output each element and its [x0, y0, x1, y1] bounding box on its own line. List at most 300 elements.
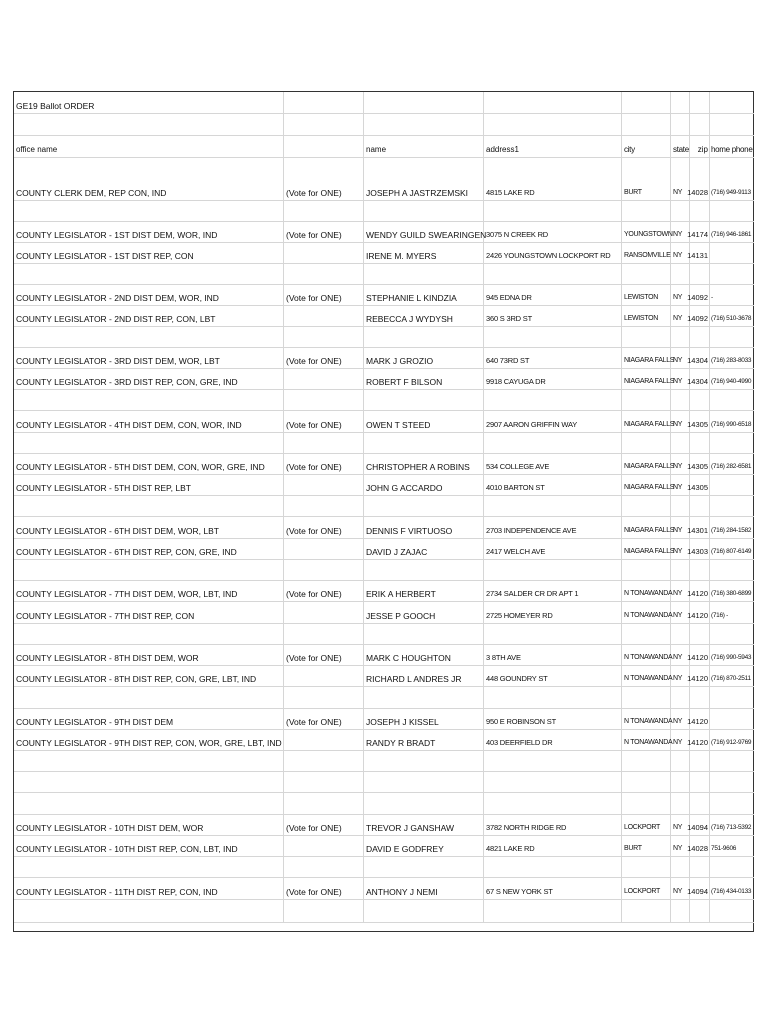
- home-phone-cell: (716) -: [710, 602, 754, 624]
- zip-cell: 14092: [690, 306, 710, 327]
- city-cell: LEWISTON: [622, 306, 671, 327]
- empty-cell: [690, 201, 710, 222]
- vote-instruction-cell: (Vote for ONE): [284, 285, 364, 306]
- candidate-name-cell: ANTHONY J NEMI: [364, 878, 484, 900]
- empty-cell: [364, 92, 484, 114]
- zip-cell: 14120: [690, 666, 710, 687]
- home-phone-cell: 751-9606: [710, 836, 754, 857]
- empty-cell: [364, 772, 484, 793]
- zip-cell: 14120: [690, 645, 710, 666]
- office-name-cell: COUNTY LEGISLATOR - 6TH DIST REP, CON, GRE, IND: [14, 539, 284, 560]
- home-phone-cell: -: [710, 285, 754, 306]
- empty-cell: [690, 92, 710, 114]
- empty-cell: [710, 793, 754, 815]
- empty-cell: [284, 857, 364, 878]
- empty-cell: [284, 264, 364, 285]
- empty-cell: [364, 390, 484, 411]
- empty-cell: [671, 687, 690, 709]
- empty-cell: [622, 772, 671, 793]
- zip-cell: 14120: [690, 581, 710, 602]
- city-cell: NIAGARA FALLS: [622, 369, 671, 390]
- city-cell: YOUNGSTOWN: [622, 222, 671, 243]
- state-cell: NY: [671, 815, 690, 836]
- empty-cell: [710, 92, 754, 114]
- candidate-name-cell: WENDY GUILD SWEARINGEN: [364, 222, 484, 243]
- state-cell: NY: [671, 878, 690, 900]
- empty-cell: [484, 687, 622, 709]
- empty-cell: [284, 243, 364, 264]
- empty-cell: [284, 602, 364, 624]
- state-cell: NY: [671, 369, 690, 390]
- zip-cell: 14092: [690, 285, 710, 306]
- city-cell: LOCKPORT: [622, 878, 671, 900]
- candidate-name-cell: REBECCA J WYDYSH: [364, 306, 484, 327]
- empty-cell: [364, 624, 484, 645]
- empty-cell: [710, 264, 754, 285]
- office-name-cell: COUNTY LEGISLATOR - 5TH DIST REP, LBT: [14, 475, 284, 496]
- empty-cell: [622, 201, 671, 222]
- empty-cell: [671, 327, 690, 348]
- empty-cell: [690, 496, 710, 517]
- address-cell: 9918 CAYUGA DR: [484, 369, 622, 390]
- state-cell: NY: [671, 517, 690, 539]
- sheet-title: GE19 Ballot ORDER: [14, 92, 284, 114]
- address-cell: 2426 YOUNGSTOWN LOCKPORT RD: [484, 243, 622, 264]
- empty-cell: [671, 201, 690, 222]
- empty-cell: [284, 687, 364, 709]
- header-zip: zip: [690, 136, 710, 158]
- office-name-cell: COUNTY LEGISLATOR - 1ST DIST DEM, WOR, IND: [14, 222, 284, 243]
- candidate-name-cell: STEPHANIE L KINDZIA: [364, 285, 484, 306]
- empty-cell: [690, 624, 710, 645]
- home-phone-cell: (716) 282-6581: [710, 454, 754, 475]
- empty-cell: [284, 369, 364, 390]
- address-cell: 950 E ROBINSON ST: [484, 709, 622, 730]
- zip-cell: 14304: [690, 369, 710, 390]
- empty-cell: [710, 390, 754, 411]
- empty-cell: [284, 730, 364, 751]
- home-phone-cell: (716) 510-3678: [710, 306, 754, 327]
- header-candidate-name: name: [364, 136, 484, 158]
- empty-cell: [284, 666, 364, 687]
- state-cell: NY: [671, 836, 690, 857]
- empty-cell: [622, 114, 671, 136]
- city-cell: N TONAWANDA: [622, 581, 671, 602]
- address-cell: 2725 HOMEYER RD: [484, 602, 622, 624]
- state-cell: NY: [671, 306, 690, 327]
- office-name-cell: COUNTY LEGISLATOR - 7TH DIST DEM, WOR, LBT, IND: [14, 581, 284, 602]
- empty-cell: [364, 687, 484, 709]
- empty-cell: [14, 900, 284, 923]
- empty-cell: [710, 433, 754, 454]
- home-phone-cell: (716) 284-1582: [710, 517, 754, 539]
- empty-cell: [284, 475, 364, 496]
- state-cell: NY: [671, 285, 690, 306]
- empty-cell: [671, 433, 690, 454]
- zip-cell: 14120: [690, 709, 710, 730]
- empty-cell: [484, 560, 622, 581]
- empty-cell: [671, 751, 690, 772]
- empty-cell: [690, 114, 710, 136]
- city-cell: N TONAWANDA: [622, 709, 671, 730]
- office-name-cell: COUNTY LEGISLATOR - 11TH DIST REP, CON, IND: [14, 878, 284, 900]
- vote-instruction-cell: (Vote for ONE): [284, 411, 364, 433]
- address-cell: 4821 LAKE RD: [484, 836, 622, 857]
- address-cell: 3075 N CREEK RD: [484, 222, 622, 243]
- empty-cell: [484, 92, 622, 114]
- candidate-name-cell: IRENE M. MYERS: [364, 243, 484, 264]
- empty-cell: [284, 114, 364, 136]
- empty-cell: [284, 327, 364, 348]
- state-cell: NY: [671, 158, 690, 201]
- office-name-cell: COUNTY CLERK DEM, REP CON, IND: [14, 158, 284, 201]
- city-cell: NIAGARA FALLS: [622, 517, 671, 539]
- city-cell: N TONAWANDA: [622, 645, 671, 666]
- empty-cell: [710, 624, 754, 645]
- empty-cell: [364, 201, 484, 222]
- empty-cell: [710, 772, 754, 793]
- empty-cell: [14, 327, 284, 348]
- empty-cell: [284, 433, 364, 454]
- city-cell: NIAGARA FALLS: [622, 454, 671, 475]
- empty-cell: [710, 496, 754, 517]
- empty-cell: [690, 900, 710, 923]
- home-phone-cell: (716) 912-9769: [710, 730, 754, 751]
- zip-cell: 14304: [690, 348, 710, 369]
- empty-cell: [484, 900, 622, 923]
- home-phone-cell: (716) 949-9113: [710, 158, 754, 201]
- empty-cell: [710, 475, 754, 496]
- empty-cell: [622, 92, 671, 114]
- address-cell: 640 73RD ST: [484, 348, 622, 369]
- vote-instruction-cell: (Vote for ONE): [284, 581, 364, 602]
- candidate-name-cell: OWEN T STEED: [364, 411, 484, 433]
- empty-cell: [364, 751, 484, 772]
- empty-cell: [622, 900, 671, 923]
- state-cell: NY: [671, 411, 690, 433]
- vote-instruction-cell: (Vote for ONE): [284, 709, 364, 730]
- vote-instruction-cell: (Vote for ONE): [284, 222, 364, 243]
- candidate-name-cell: RICHARD L ANDRES JR: [364, 666, 484, 687]
- empty-cell: [690, 560, 710, 581]
- empty-cell: [484, 772, 622, 793]
- empty-cell: [284, 560, 364, 581]
- empty-cell: [484, 390, 622, 411]
- candidate-name-cell: ROBERT F BILSON: [364, 369, 484, 390]
- zip-cell: 14303: [690, 539, 710, 560]
- empty-cell: [484, 327, 622, 348]
- empty-cell: [484, 857, 622, 878]
- home-phone-cell: (716) 283-8033: [710, 348, 754, 369]
- city-cell: N TONAWANDA: [622, 730, 671, 751]
- empty-cell: [671, 264, 690, 285]
- state-cell: NY: [671, 222, 690, 243]
- home-phone-cell: (716) 807-6149: [710, 539, 754, 560]
- empty-cell: [690, 772, 710, 793]
- empty-cell: [14, 496, 284, 517]
- office-name-cell: COUNTY LEGISLATOR - 8TH DIST DEM, WOR: [14, 645, 284, 666]
- address-cell: 4010 BARTON ST: [484, 475, 622, 496]
- zip-cell: 14094: [690, 878, 710, 900]
- office-name-cell: COUNTY LEGISLATOR - 10TH DIST DEM, WOR: [14, 815, 284, 836]
- candidate-name-cell: TREVOR J GANSHAW: [364, 815, 484, 836]
- empty-cell: [14, 857, 284, 878]
- office-name-cell: COUNTY LEGISLATOR - 2ND DIST DEM, WOR, IND: [14, 285, 284, 306]
- empty-cell: [671, 624, 690, 645]
- empty-cell: [710, 201, 754, 222]
- office-name-cell: COUNTY LEGISLATOR - 9TH DIST DEM: [14, 709, 284, 730]
- empty-cell: [622, 327, 671, 348]
- empty-cell: [690, 327, 710, 348]
- office-name-cell: COUNTY LEGISLATOR - 3RD DIST DEM, WOR, LBT: [14, 348, 284, 369]
- candidate-name-cell: MARK C HOUGHTON: [364, 645, 484, 666]
- empty-cell: [671, 560, 690, 581]
- state-cell: NY: [671, 730, 690, 751]
- empty-cell: [710, 709, 754, 730]
- candidate-name-cell: DAVID E GODFREY: [364, 836, 484, 857]
- city-cell: NIAGARA FALLS: [622, 411, 671, 433]
- empty-cell: [690, 433, 710, 454]
- city-cell: NIAGARA FALLS: [622, 348, 671, 369]
- empty-cell: [284, 900, 364, 923]
- empty-cell: [710, 327, 754, 348]
- address-cell: 2734 SALDER CR DR APT 1: [484, 581, 622, 602]
- empty-cell: [284, 772, 364, 793]
- ballot-order-sheet: [13, 91, 754, 932]
- city-cell: NIAGARA FALLS: [622, 539, 671, 560]
- address-cell: 448 GOUNDRY ST: [484, 666, 622, 687]
- home-phone-cell: (716) 940-4990: [710, 369, 754, 390]
- empty-cell: [710, 751, 754, 772]
- address-cell: 2703 INDEPENDENCE AVE: [484, 517, 622, 539]
- state-cell: NY: [671, 581, 690, 602]
- candidate-name-cell: DENNIS F VIRTUOSO: [364, 517, 484, 539]
- empty-cell: [14, 687, 284, 709]
- address-cell: 4815 LAKE RD: [484, 158, 622, 201]
- empty-cell: [14, 264, 284, 285]
- empty-cell: [622, 857, 671, 878]
- empty-cell: [622, 624, 671, 645]
- city-cell: RANSOMVILLE: [622, 243, 671, 264]
- city-cell: N TONAWANDA: [622, 602, 671, 624]
- empty-cell: [710, 687, 754, 709]
- zip-cell: 14028: [690, 158, 710, 201]
- header-city: city: [622, 136, 671, 158]
- vote-instruction-cell: (Vote for ONE): [284, 645, 364, 666]
- zip-cell: 14305: [690, 411, 710, 433]
- vote-instruction-cell: (Vote for ONE): [284, 454, 364, 475]
- empty-cell: [710, 114, 754, 136]
- address-cell: 3782 NORTH RIDGE RD: [484, 815, 622, 836]
- state-cell: NY: [671, 602, 690, 624]
- empty-cell: [622, 751, 671, 772]
- office-name-cell: COUNTY LEGISLATOR - 4TH DIST DEM, CON, WOR, IND: [14, 411, 284, 433]
- zip-cell: 14028: [690, 836, 710, 857]
- empty-cell: [364, 900, 484, 923]
- empty-cell: [14, 793, 284, 815]
- state-cell: NY: [671, 348, 690, 369]
- empty-cell: [671, 857, 690, 878]
- empty-cell: [622, 687, 671, 709]
- city-cell: LOCKPORT: [622, 815, 671, 836]
- candidate-name-cell: DAVID J ZAJAC: [364, 539, 484, 560]
- office-name-cell: COUNTY LEGISLATOR - 6TH DIST DEM, WOR, LBT: [14, 517, 284, 539]
- header-office-name: office name: [14, 136, 284, 158]
- home-phone-cell: (716) 380-6899: [710, 581, 754, 602]
- city-cell: NIAGARA FALLS: [622, 475, 671, 496]
- address-cell: 2907 AARON GRIFFIN WAY: [484, 411, 622, 433]
- empty-cell: [484, 264, 622, 285]
- empty-cell: [364, 114, 484, 136]
- zip-cell: 14120: [690, 602, 710, 624]
- city-cell: N TONAWANDA: [622, 666, 671, 687]
- empty-cell: [284, 624, 364, 645]
- zip-cell: 14301: [690, 517, 710, 539]
- header-vote-instruction: [284, 136, 364, 158]
- empty-cell: [690, 857, 710, 878]
- home-phone-cell: (716) 713-5392: [710, 815, 754, 836]
- empty-cell: [14, 772, 284, 793]
- empty-cell: [622, 390, 671, 411]
- empty-cell: [671, 92, 690, 114]
- address-cell: 534 COLLEGE AVE: [484, 454, 622, 475]
- empty-cell: [364, 857, 484, 878]
- state-cell: NY: [671, 243, 690, 264]
- empty-cell: [671, 496, 690, 517]
- address-cell: 67 S NEW YORK ST: [484, 878, 622, 900]
- empty-cell: [710, 900, 754, 923]
- state-cell: NY: [671, 539, 690, 560]
- empty-cell: [284, 793, 364, 815]
- empty-cell: [484, 496, 622, 517]
- empty-cell: [364, 560, 484, 581]
- candidate-name-cell: JESSE P GOOCH: [364, 602, 484, 624]
- home-phone-cell: (716) 870-2511: [710, 666, 754, 687]
- empty-cell: [622, 793, 671, 815]
- empty-cell: [484, 751, 622, 772]
- empty-cell: [690, 390, 710, 411]
- state-cell: NY: [671, 666, 690, 687]
- state-cell: NY: [671, 475, 690, 496]
- empty-cell: [14, 390, 284, 411]
- office-name-cell: COUNTY LEGISLATOR - 1ST DIST REP, CON: [14, 243, 284, 264]
- empty-cell: [284, 539, 364, 560]
- zip-cell: 14305: [690, 475, 710, 496]
- header-state: state: [671, 136, 690, 158]
- state-cell: NY: [671, 709, 690, 730]
- empty-cell: [484, 624, 622, 645]
- home-phone-cell: (716) 434-0133: [710, 878, 754, 900]
- empty-cell: [14, 433, 284, 454]
- empty-cell: [364, 264, 484, 285]
- candidate-name-cell: CHRISTOPHER A ROBINS: [364, 454, 484, 475]
- empty-cell: [284, 836, 364, 857]
- zip-cell: 14094: [690, 815, 710, 836]
- candidate-name-cell: ERIK A HERBERT: [364, 581, 484, 602]
- empty-cell: [284, 92, 364, 114]
- empty-cell: [484, 114, 622, 136]
- empty-cell: [622, 264, 671, 285]
- address-cell: 360 S 3RD ST: [484, 306, 622, 327]
- empty-cell: [14, 201, 284, 222]
- empty-cell: [710, 243, 754, 264]
- empty-cell: [671, 114, 690, 136]
- empty-cell: [690, 264, 710, 285]
- empty-cell: [284, 201, 364, 222]
- candidate-name-cell: RANDY R BRADT: [364, 730, 484, 751]
- office-name-cell: COUNTY LEGISLATOR - 10TH DIST REP, CON, LBT, IND: [14, 836, 284, 857]
- city-cell: BURT: [622, 158, 671, 201]
- zip-cell: 14120: [690, 730, 710, 751]
- candidate-name-cell: JOSEPH J KISSEL: [364, 709, 484, 730]
- zip-cell: 14305: [690, 454, 710, 475]
- empty-cell: [622, 433, 671, 454]
- vote-instruction-cell: (Vote for ONE): [284, 158, 364, 201]
- empty-cell: [710, 857, 754, 878]
- empty-cell: [284, 390, 364, 411]
- empty-cell: [622, 496, 671, 517]
- empty-cell: [364, 327, 484, 348]
- zip-cell: 14131: [690, 243, 710, 264]
- city-cell: BURT: [622, 836, 671, 857]
- office-name-cell: COUNTY LEGISLATOR - 9TH DIST REP, CON, WOR, GRE, LBT, IND: [14, 730, 284, 751]
- vote-instruction-cell: (Vote for ONE): [284, 517, 364, 539]
- candidate-name-cell: JOSEPH A JASTRZEMSKI: [364, 158, 484, 201]
- empty-cell: [671, 900, 690, 923]
- empty-cell: [14, 560, 284, 581]
- header-address: address1: [484, 136, 622, 158]
- empty-cell: [671, 793, 690, 815]
- empty-cell: [690, 793, 710, 815]
- candidate-name-cell: JOHN G ACCARDO: [364, 475, 484, 496]
- empty-cell: [690, 687, 710, 709]
- empty-cell: [484, 201, 622, 222]
- city-cell: LEWISTON: [622, 285, 671, 306]
- empty-cell: [671, 390, 690, 411]
- address-cell: 3 8TH AVE: [484, 645, 622, 666]
- vote-instruction-cell: (Vote for ONE): [284, 878, 364, 900]
- vote-instruction-cell: (Vote for ONE): [284, 815, 364, 836]
- empty-cell: [484, 793, 622, 815]
- empty-cell: [14, 751, 284, 772]
- address-cell: 2417 WELCH AVE: [484, 539, 622, 560]
- home-phone-cell: (716) 990-6518: [710, 411, 754, 433]
- empty-cell: [671, 772, 690, 793]
- office-name-cell: COUNTY LEGISLATOR - 3RD DIST REP, CON, GRE, IND: [14, 369, 284, 390]
- empty-cell: [14, 114, 284, 136]
- home-phone-cell: (716) 946-1861: [710, 222, 754, 243]
- zip-cell: 14174: [690, 222, 710, 243]
- vote-instruction-cell: (Vote for ONE): [284, 348, 364, 369]
- header-home-phone: home phone: [710, 136, 754, 158]
- empty-cell: [622, 560, 671, 581]
- empty-cell: [364, 793, 484, 815]
- empty-cell: [284, 751, 364, 772]
- empty-cell: [284, 306, 364, 327]
- address-cell: 403 DEERFIELD DR: [484, 730, 622, 751]
- empty-cell: [364, 496, 484, 517]
- empty-cell: [484, 433, 622, 454]
- empty-cell: [14, 624, 284, 645]
- empty-cell: [710, 560, 754, 581]
- empty-cell: [364, 433, 484, 454]
- state-cell: NY: [671, 645, 690, 666]
- empty-cell: [690, 751, 710, 772]
- candidate-name-cell: MARK J GROZIO: [364, 348, 484, 369]
- office-name-cell: COUNTY LEGISLATOR - 2ND DIST REP, CON, LBT: [14, 306, 284, 327]
- office-name-cell: COUNTY LEGISLATOR - 8TH DIST REP, CON, GRE, LBT, IND: [14, 666, 284, 687]
- address-cell: 945 EDNA DR: [484, 285, 622, 306]
